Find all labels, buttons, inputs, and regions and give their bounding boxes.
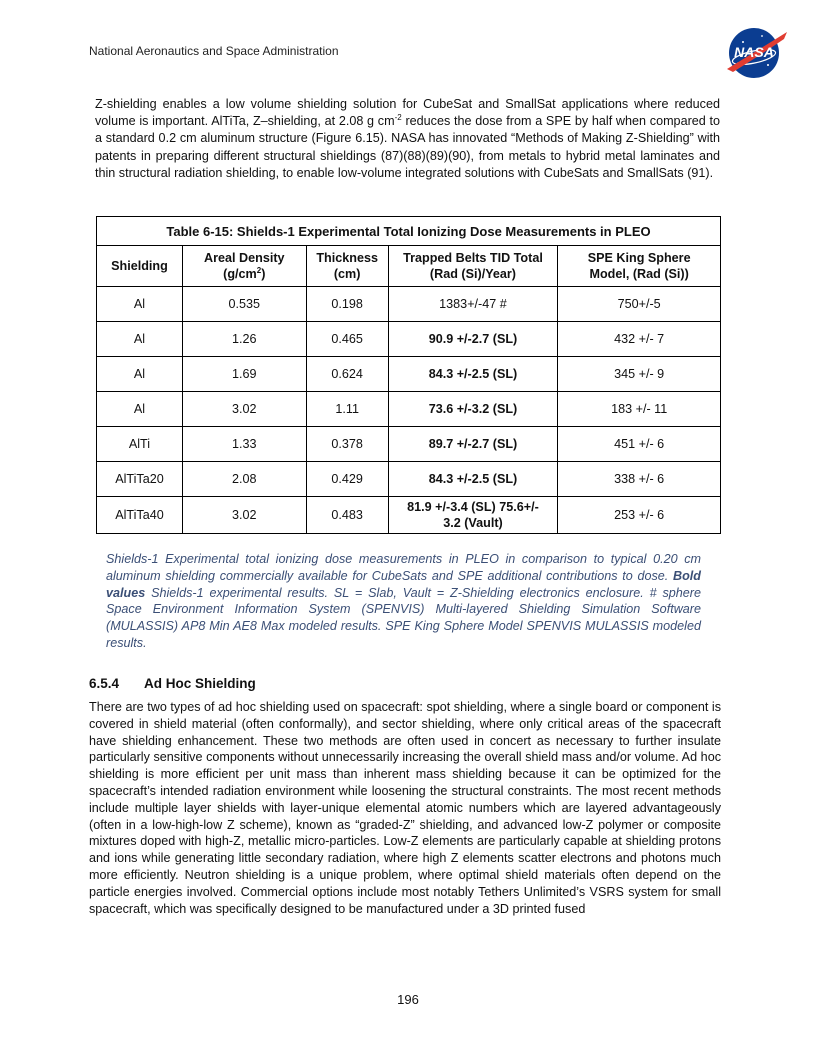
table-row	[97, 357, 721, 392]
cell-spe: 750+/-5	[558, 287, 721, 322]
note-text-2: Shields-1 experimental results. SL = Slab, Vault = Z-Shielding electronics enclosure. # sphere Space Environment Information System (SPENVIS) Multi-layered Shielding Simulation Software (MULASSIS) AP8 Min AE8 Max modeled results. SPE King Sphere Model SPENVIS MULASSIS modeled results.	[106, 585, 701, 650]
section-title: Ad Hoc Shielding	[144, 676, 256, 691]
cell-thickness: 0.483	[306, 497, 388, 534]
table-title: Table 6-15: Shields-1 Experimental Total Ionizing Dose Measurements in PLEO	[97, 217, 721, 246]
header-thick-a: Thickness	[316, 251, 378, 265]
note-text-1: Shields-1 Experimental total ionizing dose measurements in PLEO in comparison to typical 0.20 cm aluminum shielding commercially available for CubeSats and SPE additional contributions to dose.	[106, 552, 701, 583]
table-row	[97, 462, 721, 497]
cell-tid: 84.3 +/-2.5 (SL)	[388, 357, 558, 392]
cell-shielding: Al	[97, 392, 183, 427]
cell-spe: 451 +/- 6	[558, 427, 721, 462]
cell-spe: 432 +/- 7	[558, 322, 721, 357]
cell-tid: 73.6 +/-3.2 (SL)	[388, 392, 558, 427]
header-areal-c: )	[261, 267, 266, 281]
cell-thickness: 0.624	[306, 357, 388, 392]
cell-tid: 89.7 +/-2.7 (SL)	[388, 427, 558, 462]
cell-areal: 2.08	[182, 462, 306, 497]
cell-tid: 90.9 +/-2.7 (SL)	[388, 322, 558, 357]
section-number: 6.5.4	[89, 676, 120, 691]
header-spe-b: Model, (Rad (Si))	[589, 267, 689, 281]
intro-text-2: reduces the dose from a SPE by half when compared to a standard 0.2 cm aluminum structure (Figure 6.15). NASA has innovated “Methods of Making Z-Shielding” with patents in preparing different structural shieldings (87)(88)(89)(90), from metals to hybrid metal laminates and thin structural radiation shielding, to enable low-volume integrated solutions with CubeSats and SmallSats (91).	[95, 114, 721, 180]
cell-shielding: AlTiTa40	[97, 497, 183, 534]
cell-shielding: Al	[97, 287, 183, 322]
cell-thickness: 0.378	[306, 427, 388, 462]
header-shielding-label: Shielding	[111, 259, 168, 273]
table-row	[97, 497, 721, 534]
cell-thickness: 1.11	[306, 392, 388, 427]
table-row	[97, 427, 721, 462]
header-agency: National Aeronautics and Space Administration	[89, 44, 339, 58]
header-shielding	[97, 246, 183, 287]
cell-spe: 338 +/- 6	[558, 462, 721, 497]
nasa-logo-icon	[721, 24, 789, 81]
header-spe-a: SPE King Sphere	[587, 251, 691, 265]
intro-superscript: -2	[394, 113, 402, 123]
header-tid	[388, 246, 558, 287]
table-header-row	[97, 246, 721, 287]
cell-tid	[388, 497, 558, 534]
cell-areal: 3.02	[182, 497, 306, 534]
cell-thickness: 0.465	[306, 322, 388, 357]
header-areal-sup: 2	[256, 265, 262, 275]
header-tid-a: Trapped Belts TID Total	[403, 251, 543, 265]
cell-areal: 1.33	[182, 427, 306, 462]
cell-spe: 183 +/- 11	[558, 392, 721, 427]
table-row	[97, 287, 721, 322]
cell-shielding: Al	[97, 357, 183, 392]
table-row	[97, 392, 721, 427]
tid-measurement-table	[96, 216, 721, 534]
cell-thickness: 0.198	[306, 287, 388, 322]
nasa-logo-text: NASA	[734, 44, 774, 60]
section-heading	[89, 676, 256, 691]
section-body: There are two types of ad hoc shielding used on spacecraft: spot shielding, where a single board or component is covered in shield material (often conformally), and sector shielding, where only critical areas of the spacecraft have shielding enhancement. These two methods are often used in concert as necessary to further insulate particularly sensitive components without unnecessarily increasing the overall shield mass and/or volume. Ad hoc shielding is more efficient per unit mass than inherent mass shielding because it can be optimized for the spacecraft’s intended radiation environment while loosening the structural constraints. The most recent methods include multiple layer shields with layer-unique elemental atomic numbers which are layered advantageously (often in a low-high-low Z scheme), known as “graded-Z” shielding, and advanced low-Z polymer or composite mixtures doped with high-Z, metallic micro-particles. Low-Z elements are particularly capable at shielding protons and ions while generating little secondary radiation, where high Z elements scatter electrons and photons much more efficiently. Neutron shielding is a unique problem, where optimal shield materials often depend on the particle energies involved. Commercial options include most notably Tethers Unlimited’s VSRS system for small spacecraft, which was specifically designed to be manufactured under a 3D printed fused	[89, 700, 721, 916]
cell-areal: 1.69	[182, 357, 306, 392]
cell-areal: 3.02	[182, 392, 306, 427]
cell-tid: 84.3 +/-2.5 (SL)	[388, 462, 558, 497]
cell-shielding: AlTiTa20	[97, 462, 183, 497]
table-row	[97, 322, 721, 357]
header-areal-b: (g/cm	[223, 267, 257, 281]
header-tid-b: (Rad (Si)/Year)	[429, 267, 516, 281]
cell-tid: 1383+/-47 #	[388, 287, 558, 322]
cell-areal: 0.535	[182, 287, 306, 322]
cell-spe: 345 +/- 9	[558, 357, 721, 392]
header-thick-b: (cm)	[333, 267, 361, 281]
cell-shielding: AlTi	[97, 427, 183, 462]
cell-tid-line-2: 3.2 (Vault)	[443, 516, 503, 530]
cell-shielding: Al	[97, 322, 183, 357]
cell-tid-line-1: 81.9 +/-3.4 (SL) 75.6+/-	[407, 500, 539, 514]
header-spe	[558, 246, 721, 287]
intro-text-1: Z-shielding enables a low volume shielding solution for CubeSat and SmallSat applications where reduced volume is important. AlTiTa, Z–shielding, at 2.08 g cm	[95, 97, 720, 129]
header-thickness	[306, 246, 388, 287]
header-areal-density	[182, 246, 306, 287]
intro-paragraph	[95, 96, 720, 182]
cell-areal: 1.26	[182, 322, 306, 357]
cell-thickness: 0.429	[306, 462, 388, 497]
header-areal-a: Areal Density	[204, 251, 285, 265]
note-bold: Bold values	[106, 568, 701, 600]
page-number: 196	[397, 992, 419, 1007]
cell-spe: 253 +/- 6	[558, 497, 721, 534]
table-note	[106, 551, 701, 652]
